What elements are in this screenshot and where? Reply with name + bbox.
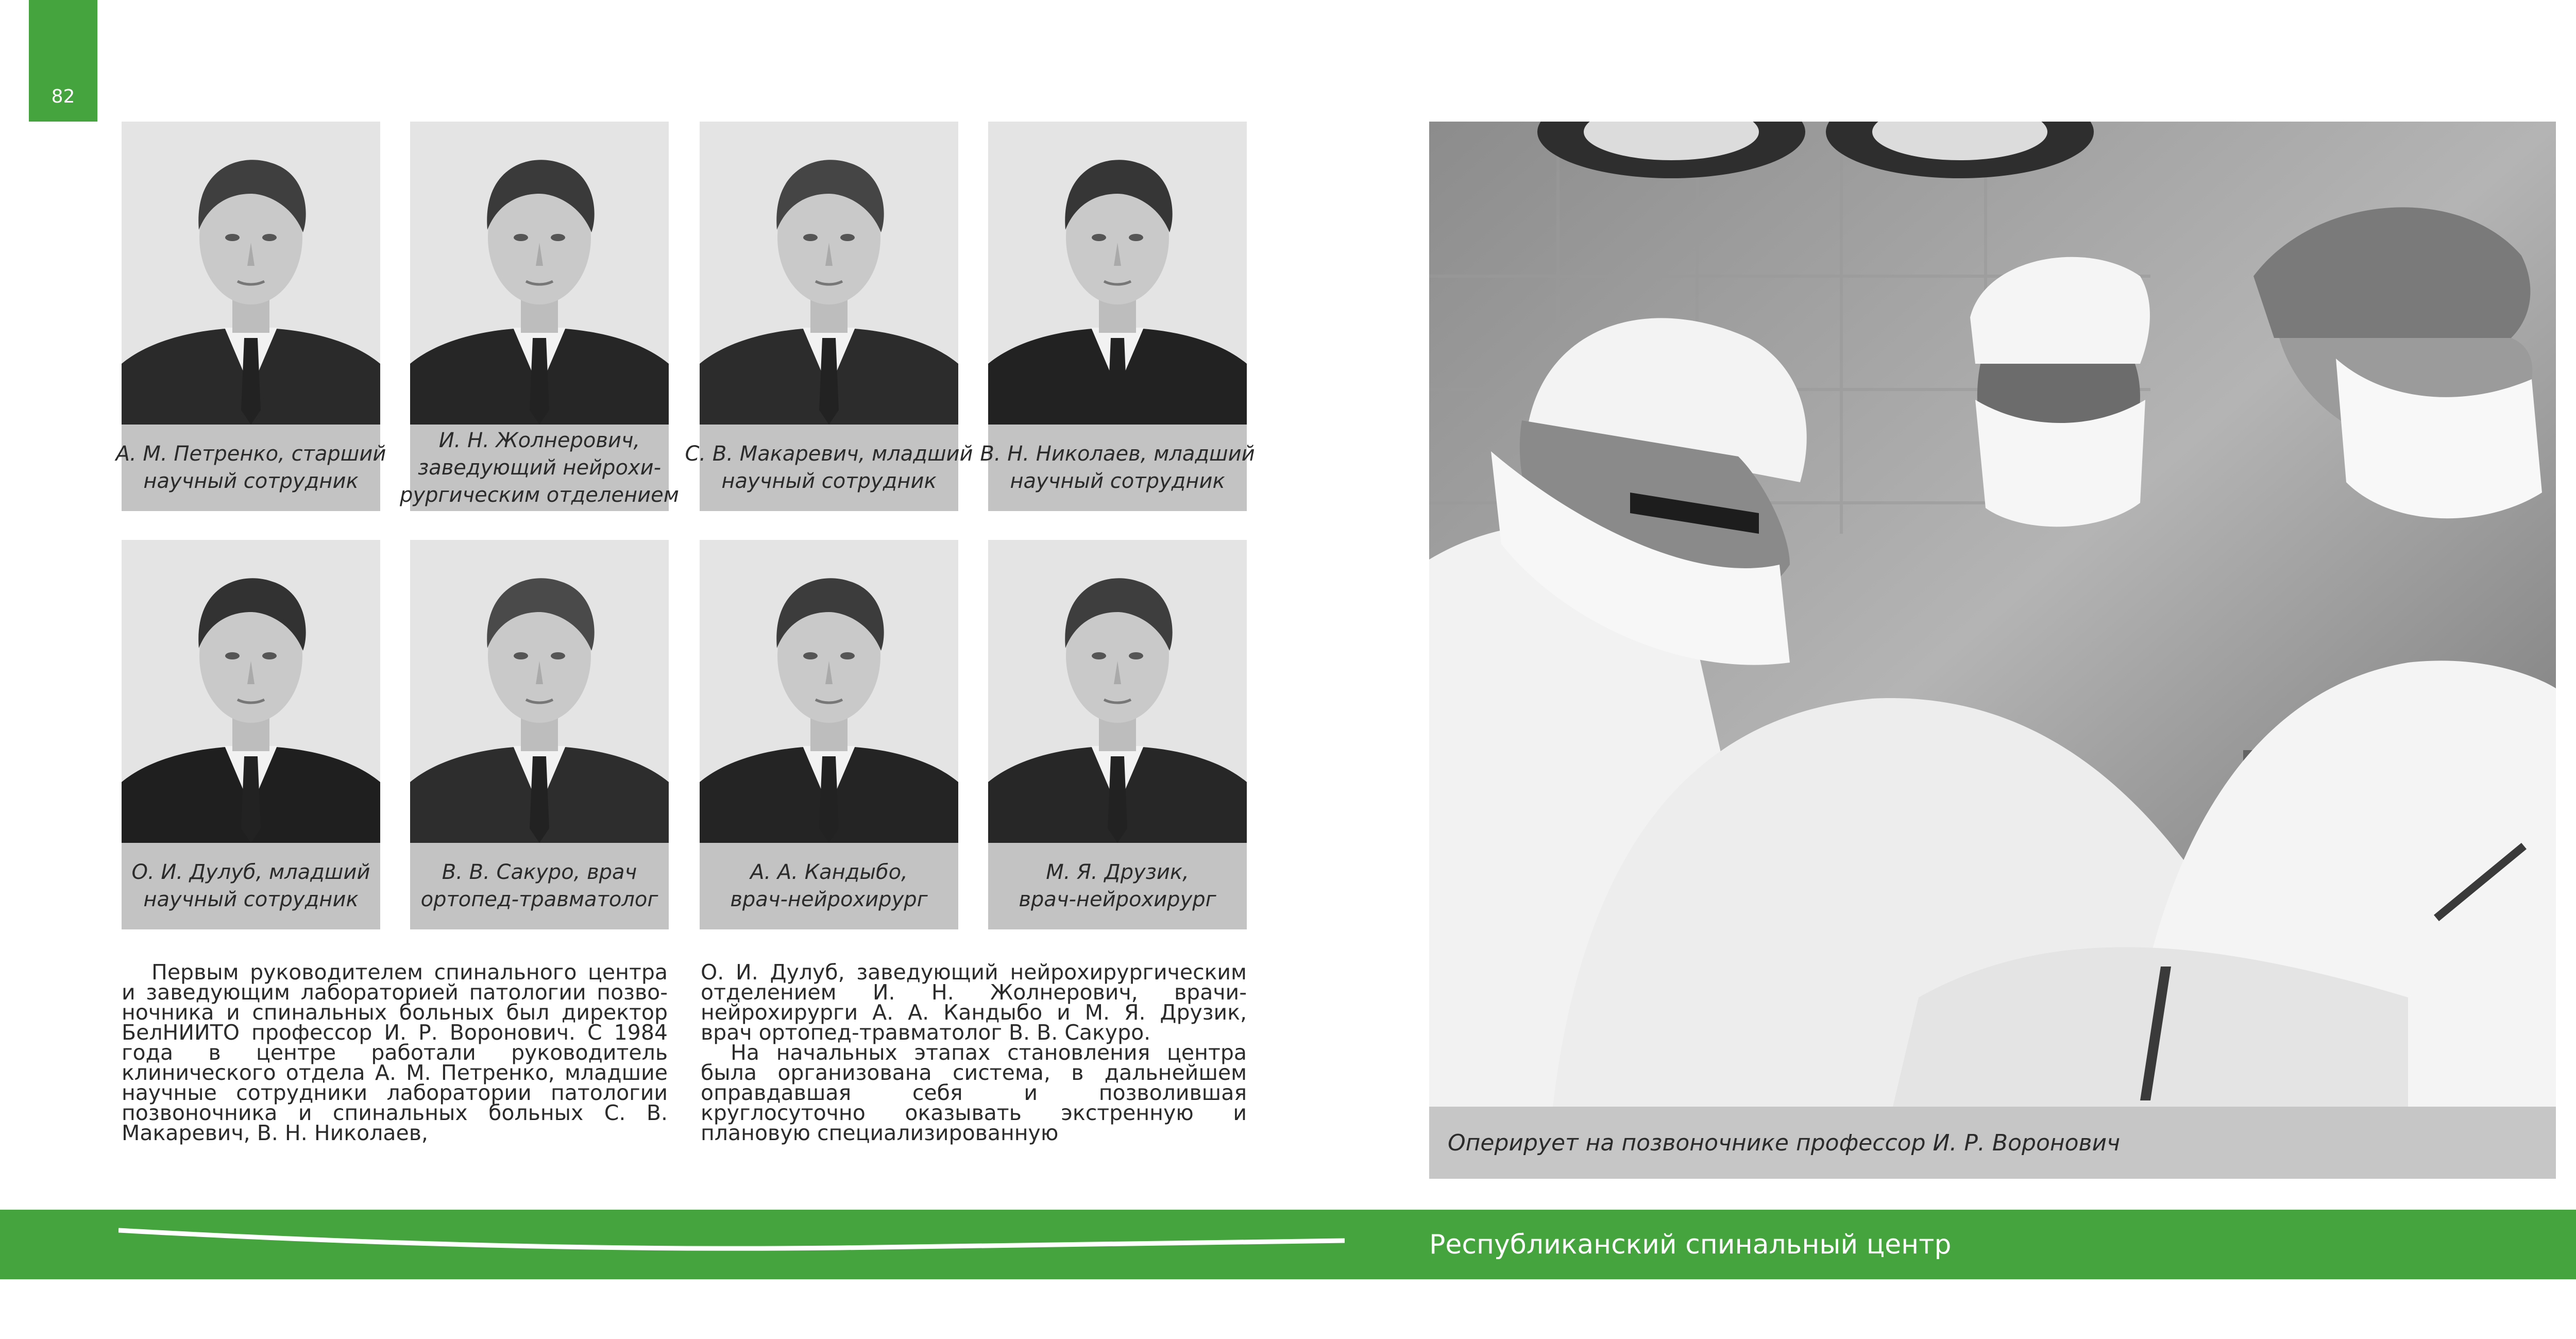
footer-swoosh bbox=[118, 1221, 1345, 1252]
portrait-caption-line: А. А. Кандыбо, bbox=[750, 860, 908, 884]
portrait-caption-line: заведующий нейрохи- bbox=[417, 455, 662, 480]
portrait-photo bbox=[122, 540, 380, 843]
portrait-caption-line: М. Я. Друзик, bbox=[1046, 860, 1189, 884]
portrait-caption bbox=[410, 843, 669, 929]
portrait-caption-line: В. В. Сакуро, врач bbox=[442, 860, 637, 884]
portrait-photo bbox=[410, 122, 669, 425]
portrait-caption bbox=[988, 843, 1247, 929]
portrait-photo bbox=[122, 122, 380, 425]
portrait-caption-line: врач-нейрохирург bbox=[1019, 888, 1216, 911]
portrait-caption-line: научный сотрудник bbox=[721, 469, 937, 493]
portrait-caption-line: О. И. Дулуб, младший bbox=[131, 860, 370, 884]
portrait-caption-line: В. Н. Николаев, младший bbox=[980, 442, 1255, 466]
portrait-caption-line: ортопед-травматолог bbox=[420, 888, 658, 911]
surgery-photo bbox=[1429, 122, 2556, 1107]
portrait-caption bbox=[980, 425, 1255, 511]
body-text-column-1 bbox=[122, 962, 668, 1143]
portrait-photo bbox=[410, 540, 669, 843]
portrait-photo bbox=[988, 540, 1247, 843]
portrait-caption-line: А. М. Петренко, старший bbox=[115, 442, 386, 466]
portrait-caption-line: научный сотрудник bbox=[143, 888, 359, 911]
page-number-left bbox=[29, 0, 97, 122]
portrait-caption bbox=[122, 843, 380, 929]
portrait-caption bbox=[115, 425, 386, 511]
portrait-caption-line: научный сотрудник bbox=[1010, 469, 1225, 493]
footer-title: Республиканский спинальный центр bbox=[1429, 1229, 1952, 1260]
portrait-caption bbox=[400, 425, 679, 511]
portrait-caption-line: научный сотрудник bbox=[143, 469, 359, 493]
portrait-card bbox=[115, 122, 386, 511]
portrait-caption bbox=[685, 425, 973, 511]
body-paragraph: Первым руководителем спинального центра и заведующим лабораторией патологии позвоночника и спинальных больных был директор БелНИИТО профессор И. Р. Воронович. С 1984 года в центре работали руководитель клинического отдела А. М. Петренко, младшие научные сотрудники лаборатории патологии позвоночника и спинальных больных С. В. Макаревич, В. Н. Николаев, bbox=[122, 960, 668, 1145]
portrait-card bbox=[685, 122, 973, 511]
portrait-photo bbox=[700, 122, 958, 425]
portrait-card bbox=[980, 122, 1255, 511]
body-text-column-2 bbox=[701, 962, 1247, 1143]
portrait-caption-line: рургическим отделением bbox=[400, 483, 679, 507]
portrait-card bbox=[410, 540, 669, 929]
portrait-photo bbox=[700, 540, 958, 843]
portrait-card bbox=[988, 540, 1247, 929]
page-number-left-text: 82 bbox=[51, 86, 75, 107]
portrait-caption-line: С. В. Макаревич, младший bbox=[685, 442, 973, 466]
portrait-caption-line: врач-нейрохирург bbox=[730, 888, 928, 911]
portrait-card bbox=[122, 540, 380, 929]
portrait-photo bbox=[988, 122, 1247, 425]
portrait-card bbox=[400, 122, 679, 511]
body-paragraph: О. И. Дулуб, заведующий нейрохирургическим отделением И. Н. Жолнерович, врачи-нейрохирурги А. А. Кандыбо и М. Я. Друзик, врач ортопед-травматолог В. В. Сакуро. bbox=[701, 960, 1247, 1045]
portrait-caption-line: И. Н. Жолнерович, bbox=[438, 428, 640, 452]
body-paragraph: На начальных этапах становления центра была организована система, в дальнейшем оправдавшая себя и позволившая круглосуточно оказывать экстренную и плановую специализированную bbox=[701, 1040, 1247, 1145]
surgery-photo-caption: Оперирует на позвоночнике профессор И. Р. Воронович bbox=[1429, 1107, 2556, 1179]
portrait-card bbox=[700, 540, 958, 929]
portrait-caption bbox=[700, 843, 958, 929]
